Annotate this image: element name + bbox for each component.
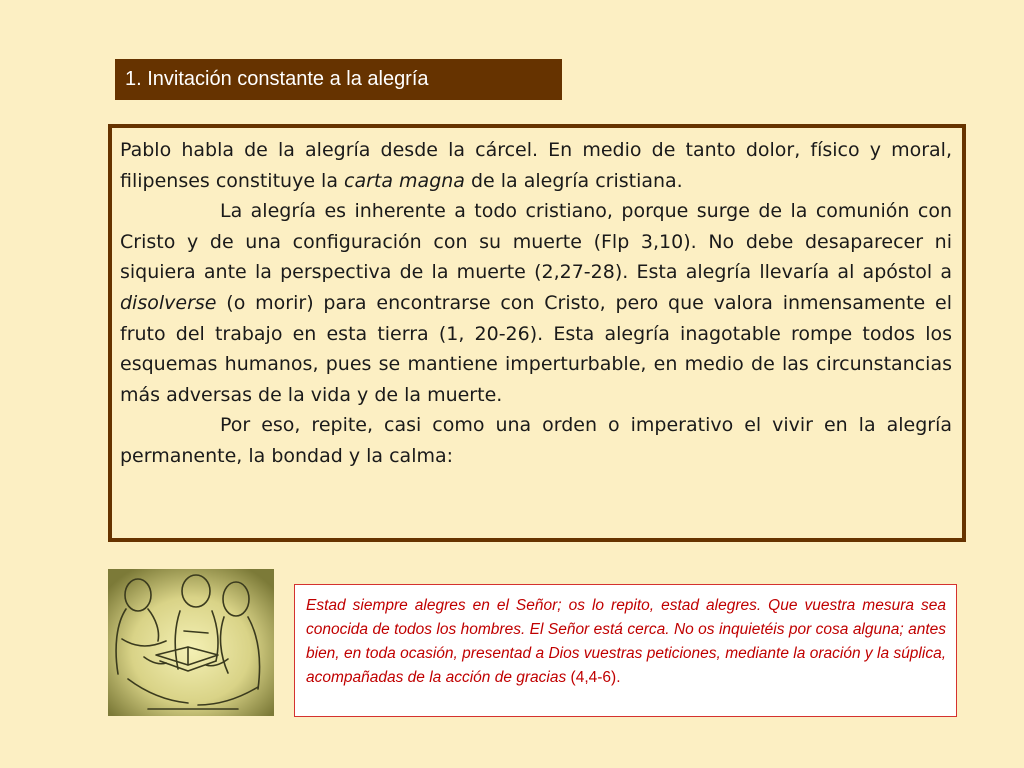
paragraph-2-text-b: (o morir) para encontrarse con Cristo, pero que valora inmensamente el fruto del trabajo en esta tierra (1, 20-26). Esta alegría inagotable rompe todos los esquemas humanos, pues se mantiene imperturbable, en medio de las circunstancias más adversas de la vida y de la muerte.	[120, 291, 952, 406]
paragraph-1	[120, 135, 952, 196]
paragraph-1-text-b: de la alegría cristiana.	[464, 169, 683, 192]
main-text-box	[108, 124, 966, 542]
scripture-quote	[306, 594, 946, 690]
paragraph-1-text-a: Pablo habla de la alegría desde la cárcel. En medio de tanto dolor, físico y moral, filipenses constituye la	[120, 139, 952, 192]
scripture-reference: (4,4-6).	[566, 669, 621, 686]
scripture-quote-text: Estad siempre alegres en el Señor; os lo repito, estad alegres. Que vuestra mesura sea conocida de todos los hombres. El Señor está cerca. No os inquietéis por cosa alguna; antes bien, en toda ocasión, presentad a Dios vuestras peticiones, mediante la oración y la súplica, acompañadas de la acción de gracias	[306, 597, 946, 686]
paragraph-1-italic: carta magna	[344, 169, 465, 192]
paragraph-2-text-a: La alegría es inherente a todo cristiano, porque surge de la comunión con Cristo y de una configuración con su muerte (Flp 3,10). No debe desaparecer ni siquiera ante la perspectiva de la muerte (2,27-28). Esta alegría llevaría al apóstol a	[120, 200, 952, 284]
scripture-quote-box	[294, 584, 957, 717]
people-reading-bible-icon	[108, 569, 274, 716]
section-title-bar	[115, 59, 562, 100]
section-title: 1. Invitación constante a la alegría	[125, 68, 429, 90]
paragraph-2-italic: disolverse	[120, 291, 217, 314]
paragraph-2	[120, 196, 952, 410]
paragraph-3: Por eso, repite, casi como una orden o imperativo el vivir en la alegría permanente, la bondad y la calma:	[120, 414, 952, 467]
